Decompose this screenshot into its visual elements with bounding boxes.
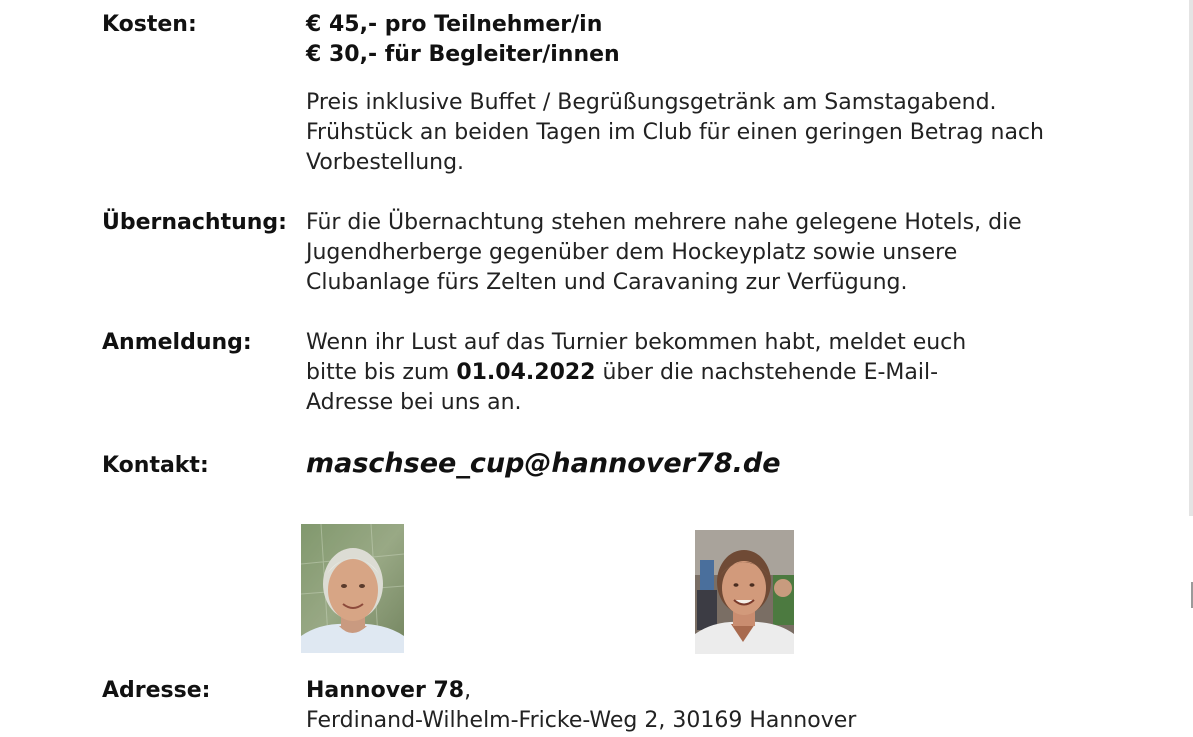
anmeldung-line: Adresse bei uns an. — [306, 390, 522, 415]
club-name: Hannover 78 — [306, 678, 465, 703]
uebernachtung-line: Für die Übernachtung stehen mehrere nahe gelegene Hotels, die — [306, 210, 1022, 235]
portrait-image-1 — [301, 524, 404, 653]
deadline-date: 01.04.2022 — [456, 360, 596, 385]
anmeldung-line — [306, 358, 938, 388]
scrollbar-track[interactable] — [1189, 0, 1193, 516]
kosten-detail-line: Vorbestellung. — [306, 150, 465, 175]
price-participant: € 45,- pro Teilnehmer/in — [306, 12, 603, 37]
price-companion: € 30,- für Begleiter/innen — [306, 42, 620, 67]
club-name-line — [306, 676, 471, 706]
street-address: Ferdinand-Wilhelm-Fricke-Weg 2, 30169 Hannover — [306, 708, 857, 733]
anmeldung-text: bitte bis zum — [306, 360, 457, 385]
club-name-comma: , — [464, 678, 472, 703]
anmeldung-label: Anmeldung: — [102, 330, 252, 355]
kosten-detail-line: Frühstück an beiden Tagen im Club für einen geringen Betrag nach — [306, 120, 1044, 145]
contact-photo-2 — [695, 530, 794, 654]
kosten-label: Kosten: — [102, 12, 197, 37]
adresse-label: Adresse: — [102, 678, 211, 703]
kosten-detail-line: Preis inklusive Buffet / Begrüßungsgetränk am Samstagabend. — [306, 90, 997, 115]
anmeldung-text: über die nachstehende E-Mail- — [595, 360, 939, 385]
uebernachtung-label: Übernachtung: — [102, 210, 287, 235]
uebernachtung-line: Clubanlage fürs Zelten und Caravaning zur Verfügung. — [306, 270, 908, 295]
contact-photo-1 — [301, 524, 404, 653]
uebernachtung-line: Jugendherberge gegenüber dem Hockeyplatz sowie unsere — [306, 240, 958, 265]
contact-email-link[interactable]: maschsee_cup@hannover78.de — [306, 448, 781, 479]
kontakt-label: Kontakt: — [102, 453, 209, 478]
anmeldung-line: Wenn ihr Lust auf das Turnier bekommen habt, meldet euch — [306, 330, 967, 355]
portrait-image-2 — [695, 530, 794, 654]
